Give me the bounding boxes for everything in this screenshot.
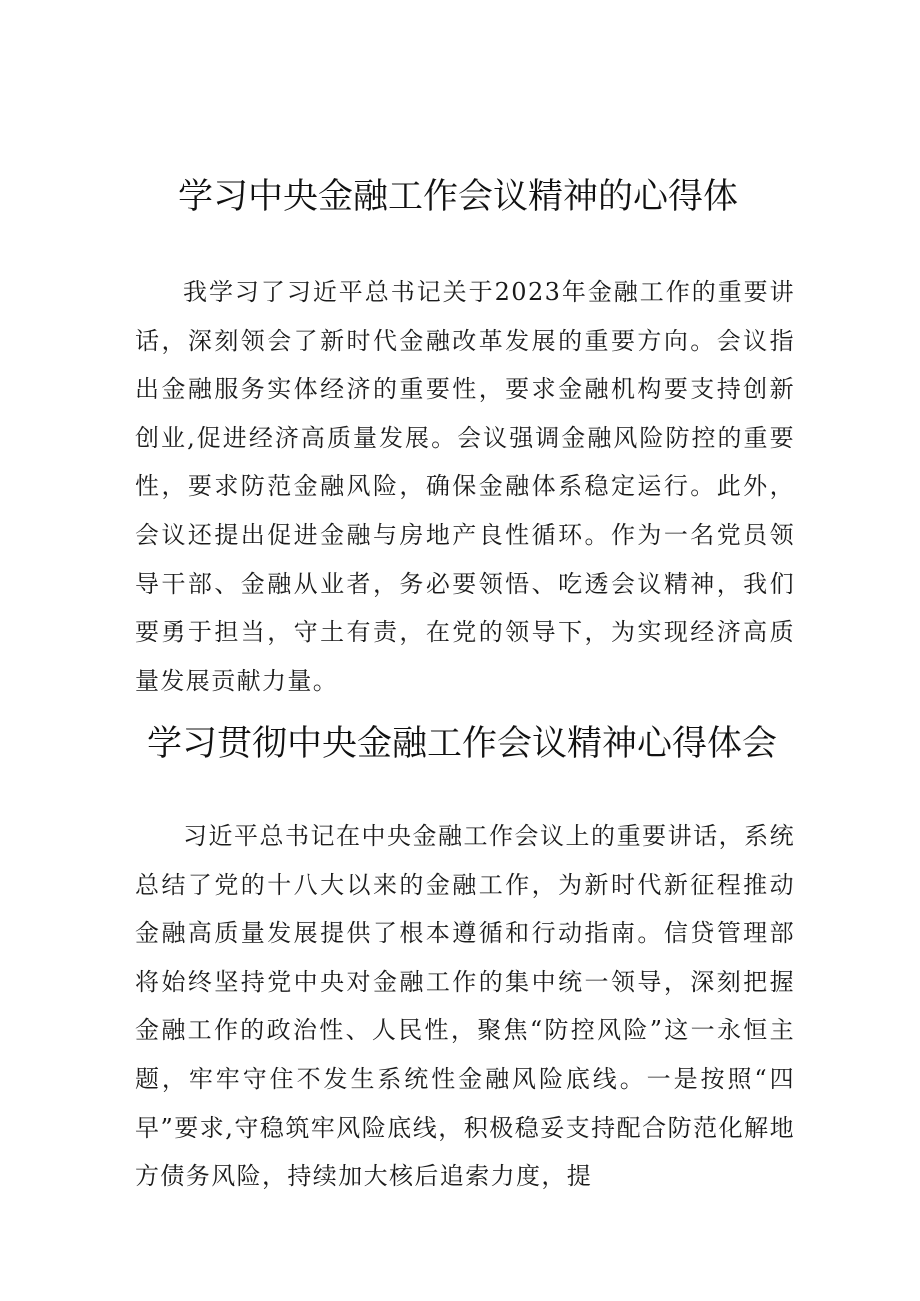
article-2-title: 学习贯彻中央金融工作会议精神心得体会	[147, 724, 778, 764]
article-1-body: 我学习了习近平总书记关于2023年金融工作的重要讲话，深刻领会了新时代金融改革发展的重要方向。会议指出金融服务实体经济的重要性，要求金融机构要支持创新创业,促进经济高质量发展。会议强调金融风险防控的重要性，要求防范金融风险，确保金融体系稳定运行。此外，会议还提出促进金融与房地产良性循环。作为一名党员领导干部、金融从业者，务必要领悟、吃透会议精神，我们要勇于担当，守土有责，在党的领导下，为实现经济高质量发展贡献力量。	[135, 278, 795, 695]
article-1-title: 学习中央金融工作会议精神的心得体	[178, 177, 739, 217]
article-2-body: 习近平总书记在中央金融工作会议上的重要讲话，系统总结了党的十八大以来的金融工作，为新时代新征程推动金融高质量发展提供了根本遵循和行动指南。信贷管理部将始终坚持党中央对金融工作的集中统一领导，深刻把握金融工作的政治性、人民性，聚焦“防控风险”这一永恒主题，牢牢守住不发生系统性金融风险底线。一是按照“四早”要求,守稳筑牢风险底线，积极稳妥支持配合防范化解地方债务风险，持续加大核后追索力度，提	[135, 822, 795, 1191]
